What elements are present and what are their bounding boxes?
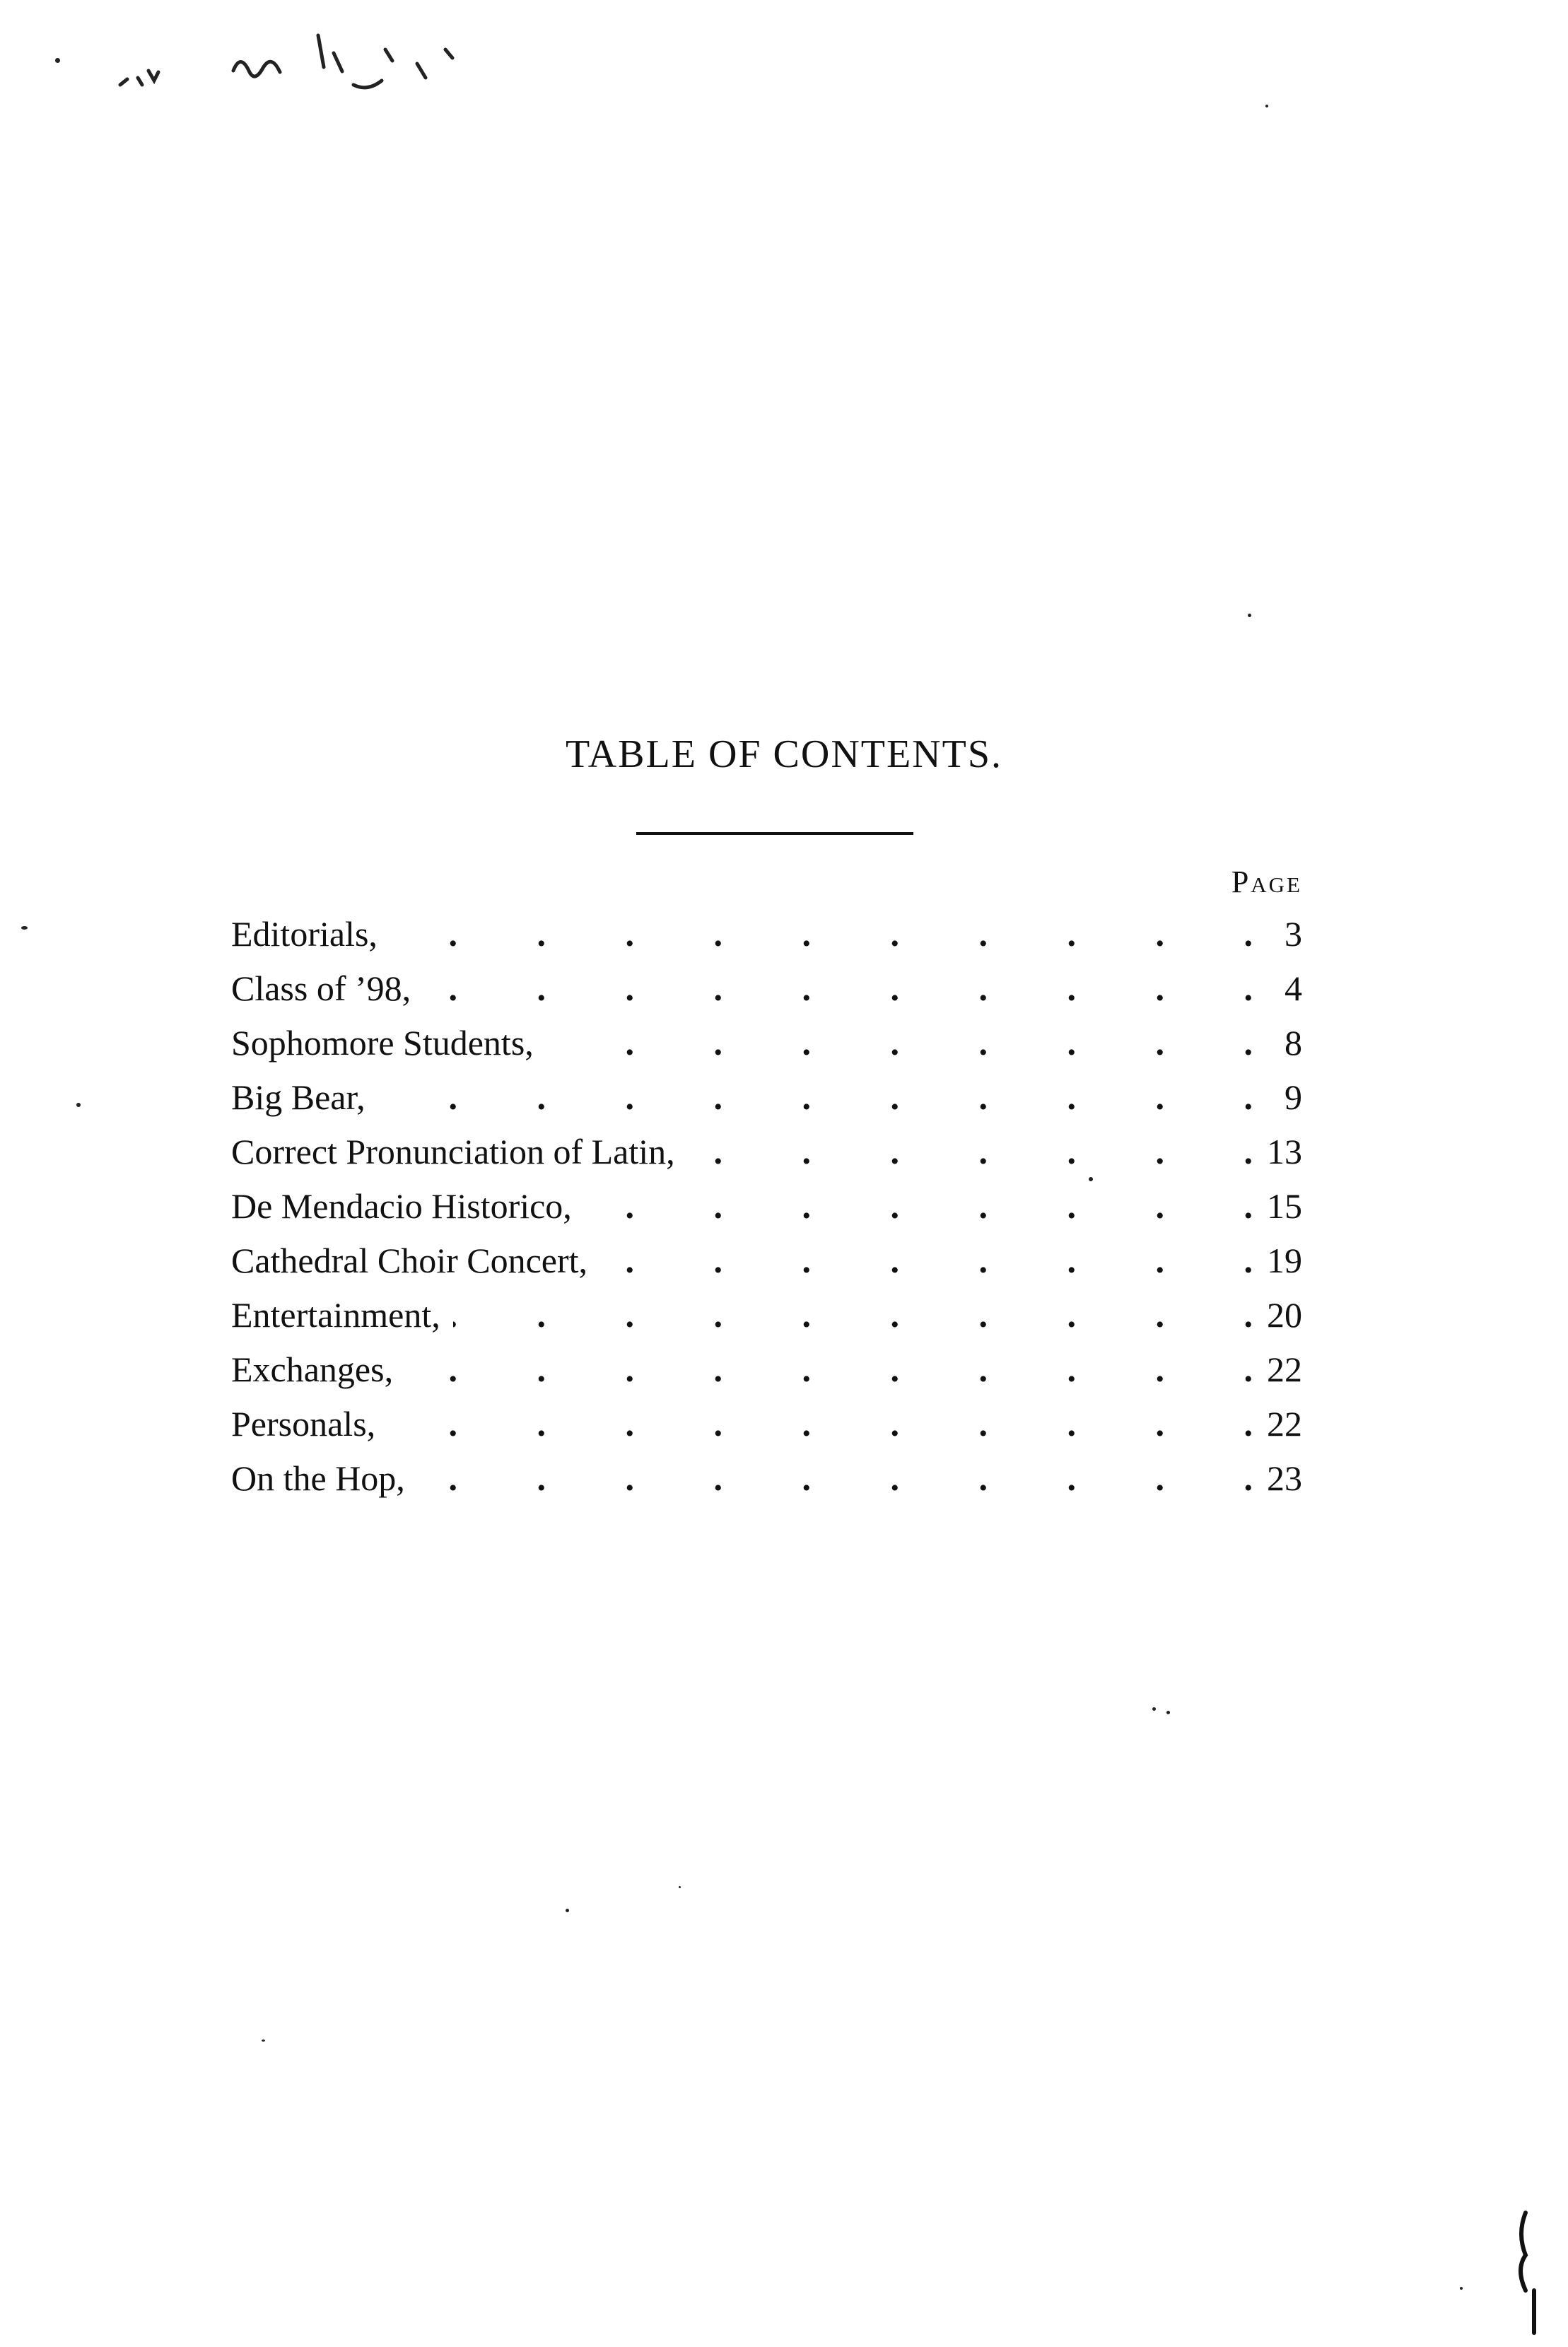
dot-leader bbox=[388, 1397, 1253, 1451]
handwritten-scribble bbox=[106, 21, 474, 120]
toc-entry-title: Entertainment, bbox=[231, 1295, 440, 1335]
toc-entry bbox=[231, 1179, 1302, 1234]
dot-leader bbox=[688, 1125, 1253, 1179]
scan-speck bbox=[1265, 105, 1268, 107]
toc-entry-title: Correct Pronunciation of Latin, bbox=[231, 1132, 675, 1171]
scan-speck bbox=[1460, 2287, 1463, 2290]
dot-leader bbox=[378, 1070, 1253, 1125]
toc-entry bbox=[231, 1397, 1302, 1451]
scan-speck bbox=[679, 1886, 681, 1888]
toc-entry bbox=[231, 961, 1302, 1016]
toc-entry-page: 23 bbox=[1267, 1458, 1302, 1498]
toc-entry bbox=[231, 1070, 1302, 1125]
toc-entry-page: 13 bbox=[1267, 1132, 1302, 1171]
toc-entry-title: Cathedral Choir Concert, bbox=[231, 1241, 588, 1280]
dot-leader bbox=[423, 961, 1253, 1016]
toc-entry-title: De Mendacio Historico, bbox=[231, 1186, 572, 1226]
toc-entry-title: On the Hop, bbox=[231, 1458, 405, 1498]
dot-leader bbox=[585, 1179, 1253, 1234]
scan-speck bbox=[1166, 1711, 1170, 1714]
toc-entry-page: 22 bbox=[1267, 1350, 1302, 1389]
toc-entry-title: Big Bear, bbox=[231, 1077, 365, 1117]
toc-entry-page: 20 bbox=[1267, 1295, 1302, 1335]
dot-leader bbox=[453, 1288, 1253, 1342]
toc-entry-page: 4 bbox=[1285, 968, 1302, 1008]
toc-entry-page: 22 bbox=[1267, 1404, 1302, 1444]
scan-speck bbox=[1248, 614, 1251, 617]
toc-entry bbox=[231, 1234, 1302, 1288]
toc-entry bbox=[231, 1016, 1302, 1070]
page-title: TABLE OF CONTENTS. bbox=[566, 732, 1002, 776]
toc-entry-page: 9 bbox=[1285, 1077, 1302, 1117]
toc-list bbox=[231, 907, 1302, 1506]
title-rule bbox=[636, 832, 913, 835]
page-column-heading: Page bbox=[1231, 865, 1302, 899]
scan-speck bbox=[76, 1103, 81, 1107]
toc-entry bbox=[231, 1342, 1302, 1397]
toc-entry-page: 15 bbox=[1267, 1186, 1302, 1226]
toc-entry-page: 3 bbox=[1285, 914, 1302, 954]
toc-entry bbox=[231, 1125, 1302, 1179]
dot-leader bbox=[406, 1342, 1253, 1397]
toc-entry-title: Editorials, bbox=[231, 914, 378, 954]
dot-leader bbox=[600, 1234, 1253, 1288]
toc-entry-title: Class of ’98, bbox=[231, 968, 411, 1008]
toc-entry-title: Exchanges, bbox=[231, 1350, 394, 1389]
toc-entry bbox=[231, 907, 1302, 961]
dot-leader bbox=[546, 1016, 1253, 1070]
toc-entry-title: Sophomore Students, bbox=[231, 1023, 534, 1063]
toc-entry-page: 8 bbox=[1285, 1023, 1302, 1063]
toc-entry bbox=[231, 1288, 1302, 1342]
scan-speck bbox=[21, 926, 28, 930]
scan-speck bbox=[262, 2039, 265, 2042]
toc-entry-title: Personals, bbox=[231, 1404, 376, 1444]
dot-leader bbox=[418, 1451, 1253, 1506]
scan-speck bbox=[566, 1909, 569, 1912]
toc-entry-page: 19 bbox=[1267, 1241, 1302, 1280]
scan-speck bbox=[55, 58, 60, 63]
margin-bracket-mark bbox=[1506, 2206, 1548, 2340]
toc-entry bbox=[231, 1451, 1302, 1506]
scan-speck bbox=[1152, 1707, 1156, 1711]
dot-leader bbox=[390, 907, 1253, 961]
